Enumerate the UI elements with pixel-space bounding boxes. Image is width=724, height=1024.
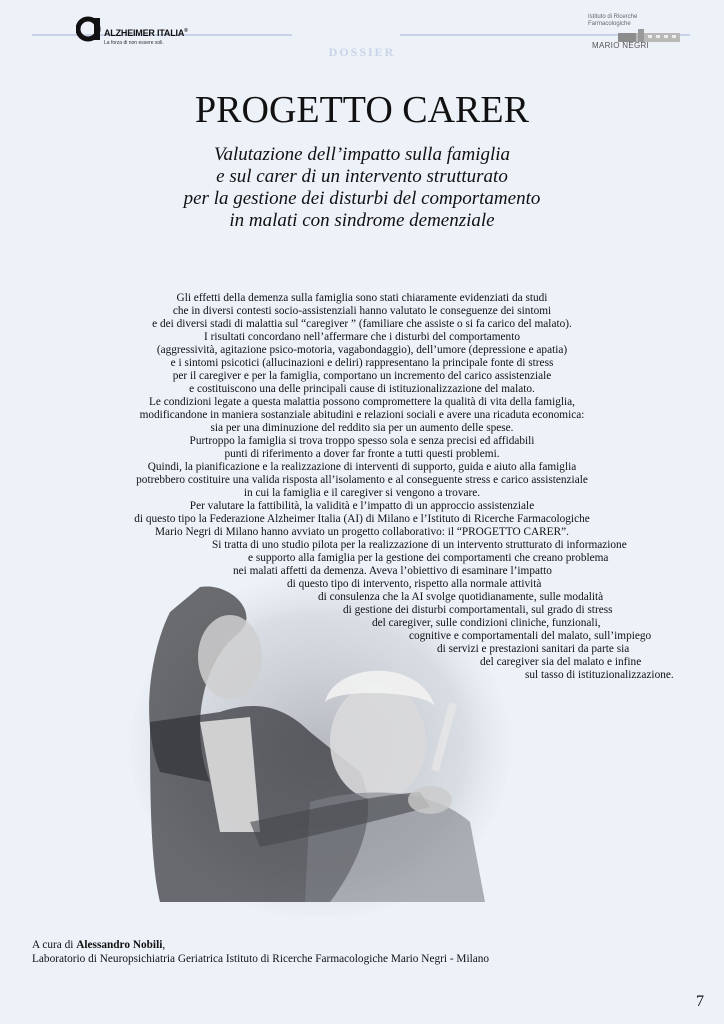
body-line: Gli effetti della demenza sulla famiglia sono stati chiaramente evidenziati da studi [176,292,548,304]
body-line: di gestione dei disturbi comportamentali, sul grado di stress [343,604,613,616]
body-line: e costituiscono una delle principali cause di istituzionalizzazione del malato. [189,383,535,395]
mn-logo-name: MARIO NEGRI [592,41,650,50]
body-line: Per valutare la fattibilità, la validità e l’impatto di un approccio assistenziale [189,500,535,512]
body-line: cognitive e comportamentali del malato, sull’impiego [409,630,652,642]
body-line: (aggressività, agitazione psico-motoria, vagabondaggio), dell’umore (depressione e apatia) [156,344,568,356]
body-line: e dei diversi stadi di malattia sul “caregiver ” (familiare che assiste o si fa carico del malato). [152,318,572,330]
credit [32,938,489,966]
ai-logo-tagline: La forza di non essere soli. [104,40,164,46]
body-line: di consulenza che la AI svolge quotidianamente, sulle modalità [318,591,604,603]
body-line: sia per una diminuzione del reddito sia per un aumento delle spese. [210,422,514,434]
body-line: per il caregiver e per la famiglia, comportano un incremento del carico assistenziale [172,370,552,382]
author-name: Alessandro Nobili [76,939,163,951]
body-line: Le condizioni legate a questa malattia possono compromettere la qualità di vita della famiglia, [149,396,575,408]
body-line: Mario Negri di Milano hanno avviato un progetto collaborativo: il “PROGETTO CARER”. [155,526,569,538]
subtitle-line: Valutazione dell’impatto sulla famiglia [213,144,511,165]
alzheimer-italia-logo [76,16,226,48]
subtitle-line: e sul carer di un intervento strutturato [216,166,508,187]
credit-affiliation: Laboratorio di Neuropsichiatria Geriatrica Istituto di Ricerche Farmacologiche Mario Negri - Milano [32,953,490,965]
credit-author-line: A cura di Alessandro Nobili, [32,939,166,951]
subtitle-line: per la gestione dei disturbi del comportamento [183,188,541,209]
body-line: del caregiver, sulle condizioni cliniche, funzionali, [372,617,601,629]
ai-logo-name: ALZHEIMER ITALIA® [104,28,188,38]
body-line: e supporto alla famiglia per la gestione dei comportamenti che creano problema [248,552,609,564]
body-line: Quindi, la pianificazione e la realizzazione di interventi di supporto, guida e aiuto alla famiglia [147,461,577,473]
body-line: potrebbero costituire una valida risposta all’isolamento e al conseguente stress e carico assistenziale [136,474,588,486]
ai-logo-icon [76,16,102,42]
mn-logo-line1: Istituto di Ricerche [588,14,638,20]
body-line: punti di riferimento a dover far fronte a tutti questi problemi. [224,448,500,460]
body-line: I risultati concordano nell’affermare che i disturbi del comportamento [204,331,520,343]
page-title: PROGETTO CARER [195,89,529,131]
body-line: sul tasso di istituzionalizzazione. [525,669,674,681]
body-line: nei malati affetti da demenza. Aveva l’obiettivo di esaminare l’impatto [233,565,552,577]
body-line: in cui la famiglia e il caregiver si vengono a trovare. [243,487,481,499]
body-line: Purtroppo la famiglia si trova troppo spesso sola e senza precisi ed affidabili [189,435,535,447]
body-line: e i sintomi psicotici (allucinazioni e deliri) rappresentano la principale fonte di stress [170,357,554,369]
body-line: di questo tipo la Federazione Alzheimer Italia (AI) di Milano e l’Istituto di Ricerche Farmacologiche [134,513,590,525]
body-line: del caregiver sia del malato e infine [480,656,642,668]
body-line: di questo tipo di intervento, rispetto alla normale attività [287,578,542,590]
subtitle [0,144,724,232]
body-line: di servizi e prestazioni sanitari da parte sia [437,643,630,655]
page-number: 7 [696,993,704,1010]
body-line: modificandone in maniera sostanziale abitudini e relazioni sociali e avere una ricaduta economica: [139,409,585,421]
body-line: Si tratta di uno studio pilota per la realizzazione di un intervento strutturato di informazione [212,539,627,551]
subtitle-line: in malati con sindrome demenziale [229,210,495,231]
section-label: DOSSIER [328,45,396,59]
mn-logo-line2: Farmacologiche [588,21,631,27]
body-line: che in diversi contesti socio-assistenziali hanno valutato le conseguenze dei sintomi [172,305,552,317]
